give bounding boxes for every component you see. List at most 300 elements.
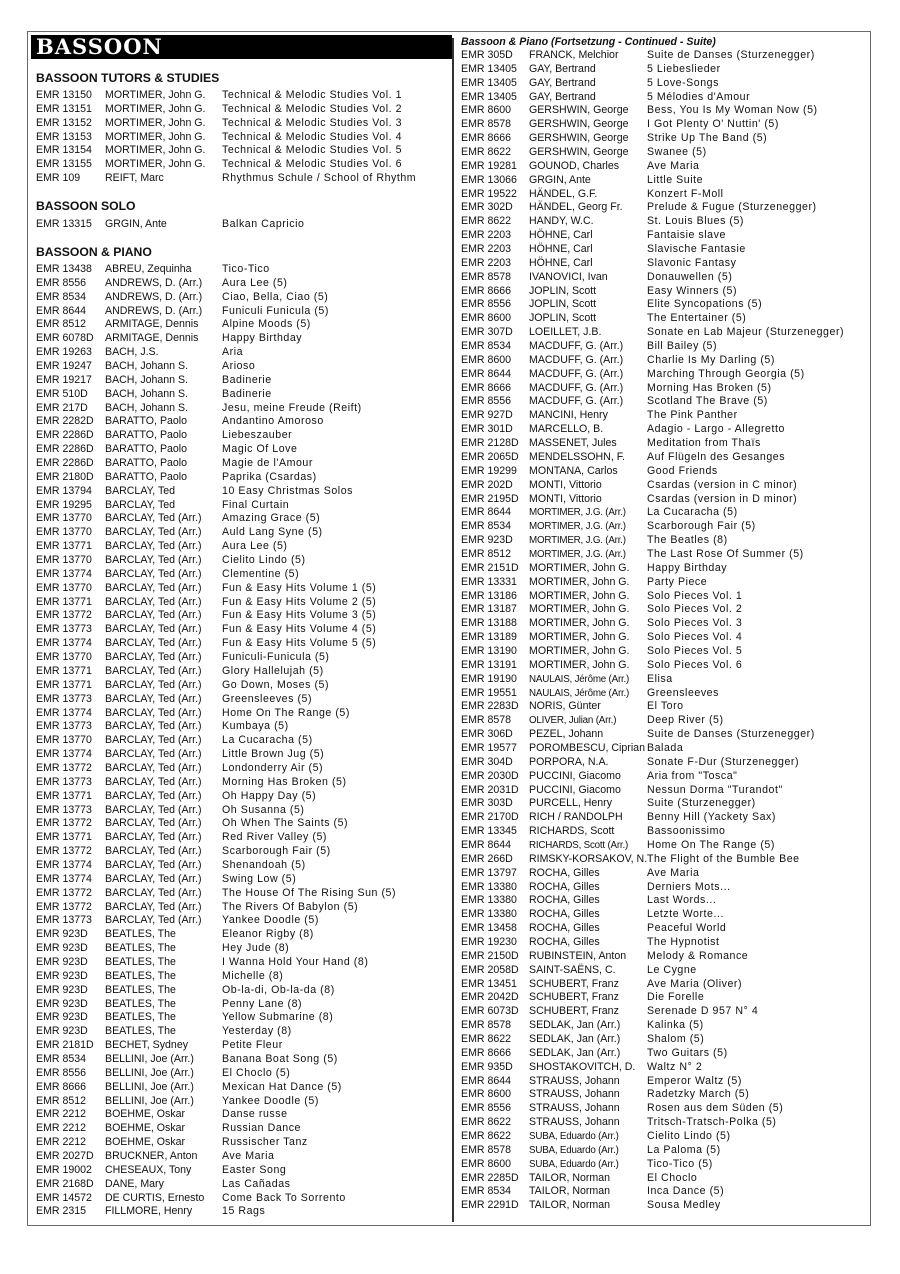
piece-title: Little Suite	[647, 173, 704, 186]
solo-list	[36, 218, 446, 232]
composer-name: SEDLAK, Jan (Arr.)	[529, 1033, 621, 1046]
piece-title: The Flight of the Bumble Bee	[647, 852, 800, 865]
catalog-row	[461, 1116, 866, 1130]
catalog-code: EMR 13150	[36, 89, 92, 101]
composer-name: BARCLAY, Ted (Arr.)	[105, 581, 202, 594]
catalog-code: EMR 923D	[36, 955, 88, 968]
piece-title: Kalinka (5)	[647, 1019, 704, 1032]
piece-title: Solo Pieces Vol. 1	[647, 589, 743, 602]
catalog-code: EMR 13772	[36, 609, 92, 622]
catalog-code: EMR 305D	[461, 49, 513, 61]
catalog-code: EMR 13186	[461, 589, 517, 602]
piece-title: The Last Rose Of Summer (5)	[647, 547, 804, 560]
composer-name: BECHET, Sydney	[105, 1039, 189, 1052]
catalog-row	[461, 881, 866, 895]
composer-name: BOEHME, Oskar	[105, 1136, 186, 1149]
catalog-row	[461, 243, 866, 257]
piece-title: Suite de Danses (Sturzenegger)	[647, 49, 815, 61]
catalog-code: EMR 923D	[36, 983, 88, 996]
composer-name: BARCLAY, Ted (Arr.)	[105, 678, 202, 691]
composer-name: BARCLAY, Ted (Arr.)	[105, 886, 202, 899]
catalog-code: EMR 19299	[461, 464, 517, 477]
catalog-row	[36, 901, 446, 915]
catalog-row	[36, 471, 446, 485]
piece-title: Banana Boat Song (5)	[222, 1052, 338, 1065]
composer-name: BARCLAY, Ted (Arr.)	[105, 609, 202, 622]
catalog-row	[36, 762, 446, 776]
piece-title: Magic Of Love	[222, 443, 298, 456]
piece-title: Technical & Melodic Studies Vol. 3	[222, 116, 403, 129]
catalog-code: EMR 8666	[461, 1046, 512, 1059]
catalog-row	[461, 1102, 866, 1116]
catalog-row	[461, 1061, 866, 1075]
catalog-code: EMR 2065D	[461, 450, 519, 463]
catalog-code: EMR 2203	[461, 229, 512, 242]
catalog-code: EMR 2170D	[461, 811, 519, 824]
piece-title: Prelude & Fugue (Sturzenegger)	[647, 201, 817, 214]
piece-title: The House Of The Rising Sun (5)	[222, 886, 397, 899]
catalog-row	[461, 215, 866, 229]
composer-name: IVANOVICI, Ivan	[529, 270, 608, 283]
catalog-code: EMR 13770	[36, 526, 92, 539]
catalog-code: EMR 13774	[36, 748, 92, 761]
catalog-code: EMR 13773	[36, 775, 92, 788]
piece-title: Scarborough Fair (5)	[647, 520, 756, 533]
composer-name: GERSHWIN, George	[529, 104, 629, 117]
piece-title: I Wanna Hold Your Hand (8)	[222, 955, 369, 968]
composer-name: GOUNOD, Charles	[529, 159, 620, 172]
catalog-code: EMR 8578	[461, 714, 512, 727]
composer-name: ARMITAGE, Dennis	[105, 332, 199, 345]
catalog-row	[36, 609, 446, 623]
composer-name: BARATTO, Paolo	[105, 415, 188, 428]
piece-title: Die Forelle	[647, 991, 705, 1004]
catalog-code: EMR 13405	[461, 62, 517, 75]
catalog-code: EMR 266D	[461, 852, 513, 865]
piece-title: Inca Dance (5)	[647, 1185, 725, 1198]
piece-title: Badinerie	[222, 387, 272, 400]
composer-name: GERSHWIN, George	[529, 146, 629, 159]
composer-name: BARCLAY, Ted	[105, 484, 176, 497]
composer-name: PEZEL, Johann	[529, 728, 604, 741]
catalog-code: EMR 13770	[36, 512, 92, 525]
catalog-code: EMR 8644	[36, 304, 87, 317]
piece-title: El Choclo (5)	[222, 1066, 291, 1079]
catalog-code: EMR 2282D	[36, 415, 94, 428]
piece-title: Radetzky March (5)	[647, 1088, 750, 1101]
catalog-code: EMR 13773	[36, 692, 92, 705]
composer-name: BARCLAY, Ted (Arr.)	[105, 567, 202, 580]
catalog-code: EMR 13458	[461, 922, 517, 935]
catalog-row	[461, 520, 866, 534]
catalog-row	[461, 562, 866, 576]
composer-name: SHOSTAKOVITCH, D.	[529, 1060, 636, 1073]
composer-name: BARCLAY, Ted (Arr.)	[105, 692, 202, 705]
composer-name: BEATLES, The	[105, 969, 176, 982]
composer-name: NORIS, Günter	[529, 700, 601, 713]
composer-name: HÄNDEL, Georg Fr.	[529, 201, 623, 214]
catalog-row	[36, 568, 446, 582]
catalog-code: EMR 8534	[461, 340, 512, 353]
catalog-code: EMR 2315	[36, 1205, 87, 1218]
composer-name: MENDELSSOHN, F.	[529, 450, 625, 463]
composer-name: MORTIMER, John G.	[529, 644, 630, 657]
catalog-row	[461, 174, 866, 188]
catalog-row	[461, 132, 866, 146]
catalog-code: EMR 13772	[36, 817, 92, 830]
catalog-code: EMR 8600	[461, 104, 512, 117]
composer-name: BARCLAY, Ted (Arr.)	[105, 748, 202, 761]
catalog-row	[461, 63, 866, 77]
composer-name: MORTIMER, John G.	[105, 158, 206, 171]
composer-name: LOEILLET, J.B.	[529, 326, 602, 339]
piece-title: Elite Syncopations (5)	[647, 298, 763, 311]
composer-name: MORTIMER, John G.	[529, 617, 630, 630]
catalog-row	[461, 188, 866, 202]
catalog-code: EMR 2150D	[461, 949, 519, 962]
catalog-code: EMR 8600	[461, 1088, 512, 1101]
composer-name: FILLMORE, Henry	[105, 1205, 193, 1218]
catalog-row	[36, 318, 446, 332]
catalog-row	[461, 479, 866, 493]
piano-continued-list	[461, 49, 866, 1213]
catalog-row	[461, 1033, 866, 1047]
catalog-code: EMR 2212	[36, 1108, 87, 1121]
piece-title: Swing Low (5)	[222, 872, 297, 885]
catalog-row	[36, 873, 446, 887]
composer-name: BARCLAY, Ted (Arr.)	[105, 526, 202, 539]
composer-name: RIMSKY-KORSAKOV, N.	[529, 852, 648, 865]
composer-name: BARCLAY, Ted	[105, 498, 176, 511]
piece-title: Party Piece	[647, 575, 708, 588]
composer-name: SCHUBERT, Franz	[529, 991, 619, 1004]
catalog-code: EMR 19247	[36, 360, 92, 373]
catalog-code: EMR 217D	[36, 401, 88, 414]
catalog-row	[36, 305, 446, 319]
catalog-code: EMR 13774	[36, 872, 92, 885]
piece-title: Waltz N° 2	[647, 1060, 703, 1073]
piece-title: Mexican Hat Dance (5)	[222, 1080, 342, 1093]
piece-title: Yesterday (8)	[222, 1025, 292, 1038]
composer-name: GERSHWIN, George	[529, 118, 629, 131]
piece-title: Balada	[647, 741, 684, 754]
composer-name: BEATLES, The	[105, 1011, 176, 1024]
piece-title: Russischer Tanz	[222, 1136, 308, 1149]
catalog-row	[36, 1053, 446, 1067]
catalog-code: EMR 8644	[461, 367, 512, 380]
piece-title: Scotland The Brave (5)	[647, 395, 768, 408]
composer-name: RUBINSTEIN, Anton	[529, 949, 627, 962]
piece-title: Oh Happy Day (5)	[222, 789, 317, 802]
catalog-row	[36, 998, 446, 1012]
catalog-code: EMR 19190	[461, 672, 517, 685]
catalog-row	[461, 160, 866, 174]
piece-title: Alpine Moods (5)	[222, 318, 311, 331]
composer-name: GAY, Bertrand	[529, 76, 596, 89]
piece-title: Ave Maria	[647, 866, 700, 879]
catalog-code: EMR 2181D	[36, 1039, 94, 1052]
composer-name: ABREU, Zequinha	[105, 263, 192, 275]
composer-name: MORTIMER, J.G. (Arr.)	[529, 548, 626, 560]
catalog-row	[36, 748, 446, 762]
composer-name: BEATLES, The	[105, 942, 176, 955]
piece-title: I Got Plenty O' Nuttin' (5)	[647, 118, 779, 131]
catalog-row	[461, 437, 866, 451]
composer-name: JOPLIN, Scott	[529, 312, 597, 325]
catalog-code: EMR 109	[36, 172, 81, 185]
piece-title: The Beatles (8)	[647, 534, 728, 547]
catalog-row	[461, 534, 866, 548]
composer-name: ROCHA, Gilles	[529, 922, 600, 935]
composer-name: ANDREWS, D. (Arr.)	[105, 304, 203, 317]
piece-title: Marching Through Georgia (5)	[647, 367, 805, 380]
piano-list	[36, 263, 446, 1219]
piece-title: Aria	[222, 346, 244, 359]
catalog-row	[36, 402, 446, 416]
catalog-code: EMR 13774	[36, 858, 92, 871]
section-heading-tutors: BASSOON TUTORS & STUDIES	[36, 71, 220, 85]
piece-title: Aura Lee (5)	[222, 540, 288, 553]
composer-name: BARCLAY, Ted (Arr.)	[105, 775, 202, 788]
catalog-code: EMR 13772	[36, 845, 92, 858]
composer-name: SCHUBERT, Franz	[529, 1005, 619, 1018]
catalog-row	[461, 340, 866, 354]
piece-title: Scarborough Fair (5)	[222, 845, 331, 858]
catalog-row	[36, 485, 446, 499]
piece-title: Auf Flügeln des Gesanges	[647, 450, 786, 463]
composer-name: MACDUFF, G. (Arr.)	[529, 367, 624, 380]
catalog-row	[461, 1075, 866, 1089]
catalog-code: EMR 13794	[36, 484, 92, 497]
catalog-code: EMR 2168D	[36, 1177, 94, 1190]
catalog-code: EMR 13187	[461, 603, 517, 616]
composer-name: MASSENET, Jules	[529, 437, 617, 450]
catalog-row	[461, 922, 866, 936]
catalog-code: EMR 6078D	[36, 332, 94, 345]
piece-title: Home On The Range (5)	[222, 706, 350, 719]
piece-title: Shalom (5)	[647, 1033, 705, 1046]
catalog-row	[461, 1158, 866, 1172]
piece-title: Benny Hill (Yackety Sax)	[647, 811, 776, 824]
composer-name: SUBA, Eduardo (Arr.)	[529, 1144, 619, 1156]
piece-title: Happy Birthday	[647, 561, 728, 574]
catalog-code: EMR 13771	[36, 595, 92, 608]
piece-title: Balkan Capricio	[222, 218, 305, 230]
piece-title: Slavische Fantasie	[647, 243, 746, 256]
catalog-code: EMR 2283D	[461, 700, 519, 713]
piece-title: Tico-Tico (5)	[647, 1157, 713, 1170]
piece-title: Funiculi Funicula (5)	[222, 304, 329, 317]
catalog-row	[36, 623, 446, 637]
catalog-code: EMR 13315	[36, 218, 92, 230]
catalog-code: EMR 923D	[36, 928, 88, 941]
composer-name: MANCINI, Henry	[529, 409, 608, 422]
composer-name: PORPORA, N.A.	[529, 755, 609, 768]
catalog-code: EMR 510D	[36, 387, 88, 400]
catalog-code: EMR 304D	[461, 755, 513, 768]
piece-title: Tritsch-Tratsch-Polka (5)	[647, 1116, 777, 1129]
composer-name: DE CURTIS, Ernesto	[105, 1191, 205, 1204]
catalog-row	[461, 867, 866, 881]
composer-name: MORTIMER, John G.	[105, 89, 206, 101]
catalog-row	[461, 285, 866, 299]
composer-name: MORTIMER, John G.	[529, 561, 630, 574]
catalog-code: EMR 19522	[461, 187, 517, 200]
piece-title: Sousa Medley	[647, 1199, 721, 1212]
composer-name: BARCLAY, Ted (Arr.)	[105, 900, 202, 913]
piece-title: Kumbaya (5)	[222, 720, 289, 733]
catalog-row	[36, 346, 446, 360]
composer-name: GAY, Bertrand	[529, 62, 596, 75]
catalog-row	[36, 554, 446, 568]
catalog-row	[461, 326, 866, 340]
catalog-code: EMR 8512	[36, 318, 87, 331]
catalog-row	[461, 770, 866, 784]
composer-name: BEATLES, The	[105, 997, 176, 1010]
catalog-row	[461, 257, 866, 271]
catalog-code: EMR 13380	[461, 880, 517, 893]
piece-title: Easy Winners (5)	[647, 284, 738, 297]
catalog-row	[461, 506, 866, 520]
piece-title: Oh Susanna (5)	[222, 803, 305, 816]
piece-title: Go Down, Moses (5)	[222, 678, 330, 691]
composer-name: ROCHA, Gilles	[529, 936, 600, 948]
catalog-row	[36, 804, 446, 818]
piece-title: La Paloma (5)	[647, 1143, 721, 1156]
piece-title: Rosen aus dem Süden (5)	[647, 1102, 784, 1115]
catalog-row	[461, 312, 866, 326]
catalog-row	[461, 465, 866, 479]
composer-name: BEATLES, The	[105, 955, 176, 968]
catalog-row	[461, 451, 866, 465]
piece-title: Fun & Easy Hits Volume 5 (5)	[222, 637, 377, 650]
composer-name: MARCELLO, B.	[529, 423, 604, 436]
piece-title: Fun & Easy Hits Volume 3 (5)	[222, 609, 377, 622]
catalog-code: EMR 13345	[461, 825, 517, 838]
catalog-code: EMR 8556	[461, 395, 512, 408]
catalog-code: EMR 8512	[36, 1094, 87, 1107]
piece-title: Glory Hallelujah (5)	[222, 664, 324, 677]
catalog-row	[36, 637, 446, 651]
catalog-code: EMR 13770	[36, 734, 92, 747]
piece-title: Slavonic Fantasy	[647, 256, 737, 269]
composer-name: MONTANA, Carlos	[529, 464, 618, 477]
piece-title: Oh When The Saints (5)	[222, 817, 349, 830]
piece-title: Rhythmus Schule / School of Rhythm	[222, 172, 417, 185]
catalog-code: EMR 13190	[461, 644, 517, 657]
piece-title: Ob-la-di, Ob-la-da (8)	[222, 983, 335, 996]
column-divider	[452, 38, 454, 1222]
piece-title: Technical & Melodic Studies Vol. 5	[222, 144, 403, 157]
piece-title: Come Back To Sorrento	[222, 1191, 346, 1204]
catalog-row	[36, 332, 446, 346]
composer-name: BARCLAY, Ted (Arr.)	[105, 914, 202, 927]
composer-name: OLIVER, Julian (Arr.)	[529, 715, 617, 727]
catalog-code: EMR 2030D	[461, 769, 519, 782]
catalog-row	[461, 49, 866, 63]
catalog-code: EMR 8622	[461, 215, 512, 228]
catalog-row	[36, 1178, 446, 1192]
piece-title: Charlie Is My Darling (5)	[647, 353, 775, 366]
composer-name: MORTIMER, John G.	[529, 631, 630, 644]
catalog-row	[36, 582, 446, 596]
composer-name: BARATTO, Paolo	[105, 443, 188, 456]
piece-title: Shenandoah (5)	[222, 858, 306, 871]
catalog-row	[36, 887, 446, 901]
composer-name: GRGIN, Ante	[105, 218, 167, 230]
catalog-row	[36, 429, 446, 443]
composer-name: SAINT-SAËNS, C.	[529, 963, 616, 976]
catalog-row	[36, 665, 446, 679]
catalog-code: EMR 13771	[36, 831, 92, 844]
composer-name: BARCLAY, Ted (Arr.)	[105, 720, 202, 733]
composer-name: NAULAIS, Jérôme (Arr.)	[529, 673, 630, 685]
composer-name: POROMBESCU, Ciprian	[529, 741, 645, 754]
composer-name: BARCLAY, Ted (Arr.)	[105, 595, 202, 608]
catalog-code: EMR 8622	[461, 1033, 512, 1046]
piece-title: Technical & Melodic Studies Vol. 1	[222, 89, 403, 101]
composer-name: BARCLAY, Ted (Arr.)	[105, 651, 202, 664]
catalog-code: EMR 13772	[36, 761, 92, 774]
composer-name: BARCLAY, Ted (Arr.)	[105, 734, 202, 747]
catalog-row	[36, 1081, 446, 1095]
catalog-row	[36, 540, 446, 554]
catalog-code: EMR 927D	[461, 409, 513, 422]
composer-name: GERSHWIN, George	[529, 132, 629, 145]
catalog-code: EMR 8578	[461, 1019, 512, 1032]
piece-title: La Cucaracha (5)	[222, 734, 313, 747]
catalog-row	[461, 382, 866, 396]
composer-name: ROCHA, Gilles	[529, 908, 600, 921]
piece-title: Letzte Worte...	[647, 908, 724, 921]
composer-name: MORTIMER, John G.	[105, 144, 206, 157]
piece-title: Jesu, meine Freude (Reift)	[222, 401, 362, 414]
piece-title: Arioso	[222, 360, 256, 373]
catalog-code: EMR 19577	[461, 741, 517, 754]
composer-name: SUBA, Eduardo (Arr.)	[529, 1158, 619, 1170]
composer-name: MORTIMER, John G.	[105, 130, 206, 143]
catalog-code: EMR 13770	[36, 581, 92, 594]
catalog-code: EMR 2042D	[461, 991, 519, 1004]
catalog-row	[36, 89, 446, 103]
composer-name: ROCHA, Gilles	[529, 866, 600, 879]
composer-name: GAY, Bertrand	[529, 90, 596, 103]
piece-title: Tico-Tico	[222, 263, 270, 275]
catalog-code: EMR 923D	[36, 969, 88, 982]
catalog-row	[461, 77, 866, 91]
catalog-row	[36, 172, 446, 186]
catalog-row	[461, 756, 866, 770]
catalog-code: EMR 2027D	[36, 1150, 94, 1162]
catalog-code: EMR 8556	[461, 298, 512, 311]
catalog-row	[36, 817, 446, 831]
composer-name: HANDY, W.C.	[529, 215, 594, 228]
piece-title: Amazing Grace (5)	[222, 512, 321, 525]
catalog-code: EMR 8644	[461, 838, 512, 851]
composer-name: REIFT, Marc	[105, 172, 164, 185]
catalog-code: EMR 8534	[461, 520, 512, 533]
catalog-row	[36, 526, 446, 540]
piece-title: Fun & Easy Hits Volume 4 (5)	[222, 623, 377, 636]
catalog-row	[461, 395, 866, 409]
composer-name: BARCLAY, Ted (Arr.)	[105, 872, 202, 885]
catalog-code: EMR 2212	[36, 1122, 87, 1135]
piece-title: Russian Dance	[222, 1122, 301, 1135]
catalog-row	[461, 728, 866, 742]
piece-title: Morning Has Broken (5)	[647, 381, 772, 394]
composer-name: STRAUSS, Johann	[529, 1116, 620, 1129]
catalog-row	[36, 1011, 446, 1025]
